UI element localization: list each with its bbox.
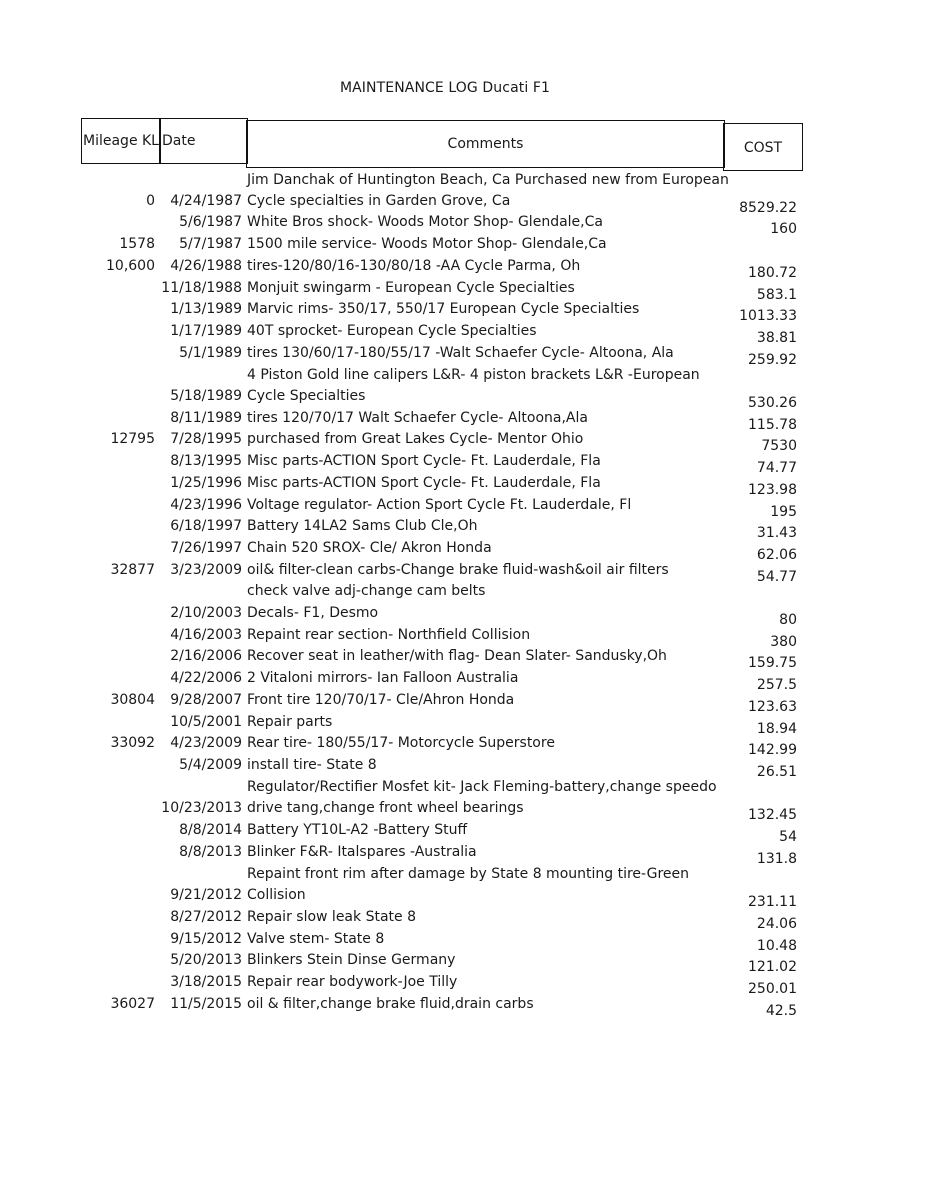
comment-cell: Repaint rear section- Northfield Collision — [247, 626, 531, 643]
log-row — [0, 951, 927, 976]
log-row — [0, 734, 927, 759]
log-row — [0, 279, 927, 301]
cost-cell: 259.92 — [748, 351, 797, 368]
log-row — [0, 691, 927, 713]
comment-cell: Recover seat in leather/with flag- Dean Slater- Sandusky,Oh — [247, 648, 667, 665]
mileage-cell: 33092 — [110, 735, 155, 752]
header-date — [159, 118, 248, 164]
cost-cell: 530.26 — [748, 395, 797, 411]
comment-cell: purchased from Great Lakes Cycle- Mentor Ohio — [247, 431, 584, 448]
comment-cell: drive tang,change front wheel bearings — [247, 800, 524, 817]
comment-cell: install tire- State 8 — [247, 756, 377, 773]
header-comments-label: Comments — [447, 136, 524, 152]
comment-cell: Blinker F&R- Italspares -Australia — [247, 843, 477, 860]
cost-cell: 8529.22 — [739, 199, 797, 216]
mileage-cell: 32877 — [110, 561, 155, 578]
cost-cell: 38.81 — [756, 329, 797, 346]
mileage-cell: 0 — [146, 192, 155, 209]
comment-cell: White Bros shock- Woods Motor Shop- Glendale,Ca — [247, 214, 603, 231]
date-cell: 4/23/2009 — [170, 735, 242, 752]
comment-cell: tires 130/60/17-180/55/17 -Walt Schaefer Cycle- Altoona, Ala — [247, 344, 674, 361]
cost-cell: 74.77 — [756, 460, 797, 477]
date-cell: 8/13/1995 — [170, 453, 242, 470]
cost-cell: 231.11 — [748, 894, 797, 911]
cost-cell: 42.5 — [765, 1002, 797, 1019]
log-row — [0, 496, 927, 518]
mileage-cell: 12795 — [110, 431, 155, 448]
comment-cell: Blinkers Stein Dinse Germany — [247, 952, 456, 969]
log-row — [0, 344, 927, 366]
date-cell: 4/23/1996 — [170, 496, 242, 513]
date-cell: 8/11/1989 — [170, 409, 242, 426]
header-cost — [723, 123, 803, 171]
date-cell: 11/5/2015 — [170, 995, 242, 1012]
cost-cell: 132.45 — [748, 807, 797, 824]
comment-cell: Cycle specialties in Garden Grove, Ca — [247, 192, 511, 209]
date-cell: 6/18/1997 — [170, 518, 242, 535]
log-row — [0, 756, 927, 778]
log-row — [0, 235, 927, 257]
date-cell: 9/28/2007 — [170, 691, 242, 708]
log-row — [0, 367, 927, 411]
cost-cell: 31.43 — [756, 525, 797, 542]
date-cell: 4/22/2006 — [170, 670, 242, 687]
comment-cell: Battery YT10L-A2 -Battery Stuff — [247, 822, 468, 838]
comment-cell: 1500 mile service- Woods Motor Shop- Glendale,Ca — [247, 236, 607, 253]
log-row — [0, 561, 927, 583]
cost-cell: 54.77 — [756, 568, 797, 585]
log-row — [0, 517, 927, 542]
date-cell: 5/7/1987 — [179, 236, 242, 253]
comment-cell: Front tire 120/70/17- Cle/Ahron Honda — [247, 691, 515, 708]
comment-cell: Chain 520 SROX- Cle/ Akron Honda — [247, 539, 492, 556]
comment-cell: 40T sprocket- European Cycle Specialties — [247, 322, 537, 339]
cost-cell: 1013.33 — [739, 308, 797, 325]
date-cell: 5/4/2009 — [179, 756, 242, 773]
comment-cell: oil& filter-clean carbs-Change brake fluid-wash&oil air filters — [247, 561, 669, 578]
log-row — [0, 626, 927, 648]
cost-cell: 180.72 — [748, 264, 797, 281]
comment-cell: Collision — [247, 887, 306, 904]
comment-cell: tires 120/70/17 Walt Schaefer Cycle- Altoona,Ala — [247, 409, 588, 426]
cost-cell: 583.1 — [756, 286, 797, 303]
date-cell: 1/17/1989 — [170, 322, 242, 339]
comment-cell: Voltage regulator- Action Sport Cycle Ft. Lauderdale, Fl — [247, 496, 632, 513]
mileage-cell: 30804 — [110, 691, 155, 708]
header-cost-label: COST — [743, 140, 783, 156]
comment-cell: Cycle Specialties — [247, 388, 366, 404]
log-row — [0, 669, 927, 694]
comment-cell: Marvic rims- 350/17, 550/17 European Cycle Specialties — [247, 301, 640, 318]
comment-cell: Repair rear bodywork-Joe Tilly — [247, 973, 458, 990]
date-cell: 5/20/2013 — [170, 952, 242, 969]
cost-cell: 24.06 — [756, 915, 797, 932]
log-row — [0, 908, 927, 930]
log-row — [0, 713, 927, 735]
comment-cell: oil & filter,change brake fluid,drain carbs — [247, 995, 534, 1012]
cost-cell: 123.63 — [748, 698, 797, 715]
cost-cell: 26.51 — [756, 763, 797, 780]
cost-cell: 80 — [779, 612, 797, 628]
cost-cell: 54 — [779, 829, 797, 845]
log-row — [0, 866, 927, 911]
cost-cell: 115.78 — [748, 416, 797, 433]
date-cell: 7/28/1995 — [170, 431, 242, 448]
date-cell: 4/24/1987 — [170, 192, 242, 209]
date-cell: 2/10/2003 — [170, 605, 242, 621]
date-cell: 3/18/2015 — [170, 973, 242, 990]
date-cell: 2/16/2006 — [170, 648, 242, 665]
date-cell: 8/8/2013 — [179, 843, 242, 860]
date-cell: 8/27/2012 — [170, 908, 242, 925]
cost-cell: 7530 — [761, 438, 797, 455]
log-row — [0, 474, 927, 496]
mileage-cell: 10,600 — [106, 257, 155, 274]
date-cell: 10/23/2013 — [161, 800, 242, 817]
date-cell: 9/21/2012 — [170, 887, 242, 904]
log-row — [0, 995, 927, 1017]
date-cell: 5/18/1989 — [170, 388, 242, 404]
comment-cell: Battery 14LA2 Sams Club Cle,Oh — [247, 518, 478, 535]
comment-cell: Misc parts-ACTION Sport Cycle- Ft. Lauderdale, Fla — [247, 453, 601, 470]
date-cell: 9/15/2012 — [170, 930, 242, 947]
cost-cell: 62.06 — [756, 546, 797, 563]
header-date-label: Date — [162, 133, 196, 149]
date-cell: 8/8/2014 — [179, 822, 242, 838]
cost-cell: 250.01 — [748, 980, 797, 997]
date-cell: 5/1/1989 — [179, 344, 242, 361]
log-row — [0, 213, 927, 238]
comment-cell: Repair slow leak State 8 — [247, 908, 416, 925]
comment-continuation-cell: 4 Piston Gold line calipers L&R- 4 piston brackets L&R -European — [247, 367, 700, 383]
comment-cell: Valve stem- State 8 — [247, 930, 385, 947]
cost-cell: 257.5 — [756, 677, 797, 694]
mileage-cell: 1578 — [119, 236, 155, 253]
log-row — [0, 257, 927, 279]
header-mileage-label: Mileage KL — [83, 133, 159, 149]
comment-cell: Rear tire- 180/55/17- Motorcycle Superstore — [247, 735, 555, 752]
mileage-cell: 36027 — [110, 995, 155, 1012]
comment-continuation-cell: Regulator/Rectifier Mosfet kit- Jack Fleming-battery,change speedo — [247, 779, 717, 796]
date-cell: 11/18/1988 — [161, 279, 242, 296]
header-mileage — [81, 118, 161, 164]
log-row — [0, 930, 927, 952]
log-row — [0, 539, 927, 561]
comment-cell: Decals- F1, Desmo — [247, 605, 379, 621]
comment-continuation-cell: Jim Danchak of Huntington Beach, Ca Purchased new from European — [247, 171, 729, 188]
log-row — [0, 821, 927, 843]
comment-cell: Misc parts-ACTION Sport Cycle- Ft. Lauderdale, Fla — [247, 474, 601, 491]
log-row — [0, 322, 927, 344]
log-row — [0, 843, 927, 865]
date-cell: 7/26/1997 — [170, 539, 242, 556]
comment-continuation-cell: Repaint front rim after damage by State 8 mounting tire-Green — [247, 866, 689, 883]
page-title: MAINTENANCE LOG Ducati F1 — [339, 80, 551, 96]
log-row — [0, 452, 927, 477]
cost-cell: 121.02 — [748, 959, 797, 976]
log-row — [0, 604, 927, 626]
date-cell: 5/6/1987 — [179, 214, 242, 231]
cost-cell: 18.94 — [756, 720, 797, 737]
comment-cell: Monjuit swingarm - European Cycle Specialties — [247, 279, 575, 296]
date-cell: 10/5/2001 — [170, 713, 242, 730]
cost-cell: 195 — [770, 503, 797, 520]
log-row — [0, 647, 927, 672]
date-cell: 1/25/1996 — [170, 474, 242, 491]
log-row — [0, 300, 927, 325]
comment-cell: check valve adj-change cam belts — [247, 583, 486, 600]
log-row — [0, 430, 927, 455]
cost-cell: 160 — [770, 221, 797, 238]
cost-cell: 131.8 — [756, 850, 797, 867]
comment-cell: Repair parts — [247, 713, 333, 730]
log-row — [0, 171, 927, 216]
date-cell: 1/13/1989 — [170, 301, 242, 318]
cost-cell: 380 — [770, 633, 797, 650]
cost-cell: 142.99 — [748, 742, 797, 759]
log-row — [0, 582, 927, 604]
comment-cell: 2 Vitaloni mirrors- Ian Falloon Australia — [247, 670, 519, 687]
date-cell: 3/23/2009 — [170, 561, 242, 578]
date-cell: 4/26/1988 — [170, 257, 242, 274]
comment-cell: tires-120/80/16-130/80/18 -AA Cycle Parma, Oh — [247, 257, 581, 274]
cost-cell: 123.98 — [748, 481, 797, 498]
date-cell: 4/16/2003 — [170, 626, 242, 643]
log-row — [0, 973, 927, 995]
cost-cell: 10.48 — [756, 937, 797, 954]
log-row — [0, 779, 927, 824]
cost-cell: 159.75 — [748, 655, 797, 672]
log-row — [0, 409, 927, 431]
header-comments — [246, 120, 725, 168]
